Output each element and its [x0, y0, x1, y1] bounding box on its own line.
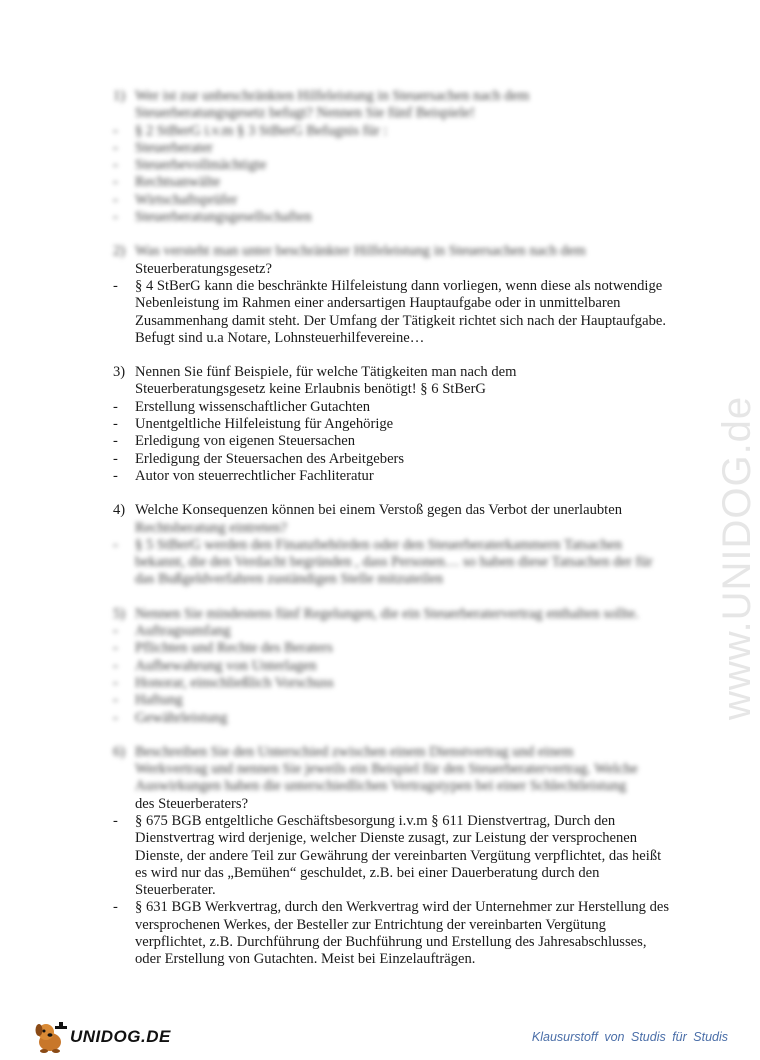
question-5-block [113, 606, 673, 727]
question-3-block [113, 364, 673, 485]
list-item: - Rechtsanwälte [113, 174, 221, 191]
question-line: Auswirkungen haben die unterschiedlichen Vertragstypen bei einer Schlechtleistung [135, 778, 627, 795]
list-item: - § 2 StBerG i.v.m § 3 StBerG Befugnis für : [113, 122, 388, 139]
question-number: 1) [113, 88, 126, 104]
question-1 [113, 88, 673, 123]
list-item: - Erledigung der Steuersachen des Arbeitgebers [113, 450, 405, 467]
list-item: - Erledigung von eigenen Steuersachen [113, 433, 356, 450]
question-line: Steuerberatungsgesetz? [135, 260, 272, 277]
question-4-block [113, 502, 673, 588]
list-item: - Gewährleistung [113, 709, 228, 726]
question-number: 2) [113, 243, 126, 260]
question-1-block [113, 88, 673, 226]
list-item: - Steuerberatungsgesellschaften [113, 209, 312, 226]
unidog-logo[interactable] [30, 1022, 171, 1052]
list-item: - § 675 BGB entgeltliche Geschäftsbesorgung i.v.m § 611 Dienstvertrag, Durch den Dienstvertrag wird derjenige, welcher Dienste zusagt, zur Leistung der versprochenen Dienste, der andere Teil zur Gewährung der vereinbarten Vergütung verpflichtet, das heißt es wird nur das „Bemühen“ geschuldet, z.B. bei einer Dauerberatung durch den Steuerberater. [113, 812, 662, 899]
question-4 [113, 502, 673, 537]
question-number: 6) [113, 743, 126, 760]
question-line: Nennen Sie mindestens fünf Regelungen, die ein Steuerberatervertrag enthalten sollte. [135, 605, 639, 622]
list-item: - Steuerbevollmächtigte [113, 157, 267, 174]
question-6-block [113, 744, 673, 969]
logo-text: UNIDOG.DE [70, 1027, 171, 1046]
question-line: Nennen Sie fünf Beispiele, für welche Tätigkeiten man nach dem [135, 364, 517, 381]
list-item: - Pflichten und Rechte des Beraters [113, 640, 333, 657]
question-line: Welche Konsequenzen können bei einem Verstoß gegen das Verbot der unerlaubten [135, 502, 623, 519]
question-line: Wer ist zur unbeschränkten Hilfeleistung in Steuersachen nach dem [135, 88, 530, 104]
document-content [113, 88, 673, 969]
list-item: - Unentgeltliche Hilfeleistung für Angehörige [113, 416, 394, 433]
list-item: - Haftung [113, 692, 183, 709]
question-line: Rechtsberatung eintreten? [135, 519, 287, 536]
list-item: - Aufbewahrung von Unterlagen [113, 657, 317, 674]
question-number: 3) [113, 364, 126, 381]
list-item: - § 631 BGB Werkvertrag, durch den Werkvertrag wird der Unternehmer zur Herstellung des versprochenen Werkes, der Besteller zur Entrichtung der vereinbarten Vergütung verpflichtet, z.B. Durchführung der Buchführung und Erstellung des Jahresabschlusses, oder Erstellung von Gutachten. Meist bei Einzelaufträgen. [113, 899, 670, 968]
list-item: - Wirtschaftsprüfer [113, 191, 238, 208]
list-item: - Steuerberater [113, 139, 213, 156]
list-item: - Autor von steuerrechtlicher Fachliteratur [113, 467, 374, 484]
question-number: 5) [113, 605, 126, 622]
list-item: - Auftragsumfang [113, 623, 231, 640]
question-line: Steuerberatungsgesetz befugt? Nennen Sie fünf Beispiele! [135, 105, 475, 122]
question-2-block [113, 243, 673, 347]
question-5 [113, 606, 673, 623]
list-item: - Honorar, einschließlich Vorschuss [113, 674, 334, 691]
question-2 [113, 243, 673, 278]
list-item: - Erstellung wissenschaftlicher Gutachten [113, 398, 371, 415]
dog-icon [30, 1020, 74, 1054]
list-item: - § 5 StBerG werden den Finanzbehörden oder den Steuerberaterkammern Tatsachen bekannt, die den Verdacht begründen , dass Personen… so haben diese Tatsachen der für das Bußgeldverfahren zuständigen Stelle mitzuteilen [113, 536, 653, 588]
watermark: www.UNIDOG.de [715, 395, 759, 720]
list-item: - § 4 StBerG kann die beschränkte Hilfeleistung dann vorliegen, wenn diese als notwendige Nebenleistung im Rahmen einer andersartigen Hauptaufgabe oder in unmittelbaren Zusammenhang damit steht. Der Umfang der Tätigkeit richtet sich nach der Hauptaufgabe. Befugt sind u.a Notare, Lohnsteuerhilfevereine… [113, 277, 667, 346]
question-line: Werkvertrag und nennen Sie jeweils ein Beispiel für den Steuerberatervertrag. Welche [135, 761, 638, 778]
question-line: Was versteht man unter beschränkter Hilfeleistung in Steuersachen nach dem [135, 243, 586, 260]
footer-tagline: Klausurstoff von Studis für Studis [531, 1030, 728, 1044]
question-line: des Steuerberaters? [135, 795, 249, 812]
question-line: Beschreiben Sie den Unterschied zwischen einem Dienstvertrag und einem [135, 743, 574, 760]
question-3 [113, 364, 673, 399]
question-6 [113, 744, 673, 813]
question-line: Steuerberatungsgesetz keine Erlaubnis benötigt! § 6 StBerG [135, 381, 486, 398]
question-number: 4) [113, 502, 126, 519]
